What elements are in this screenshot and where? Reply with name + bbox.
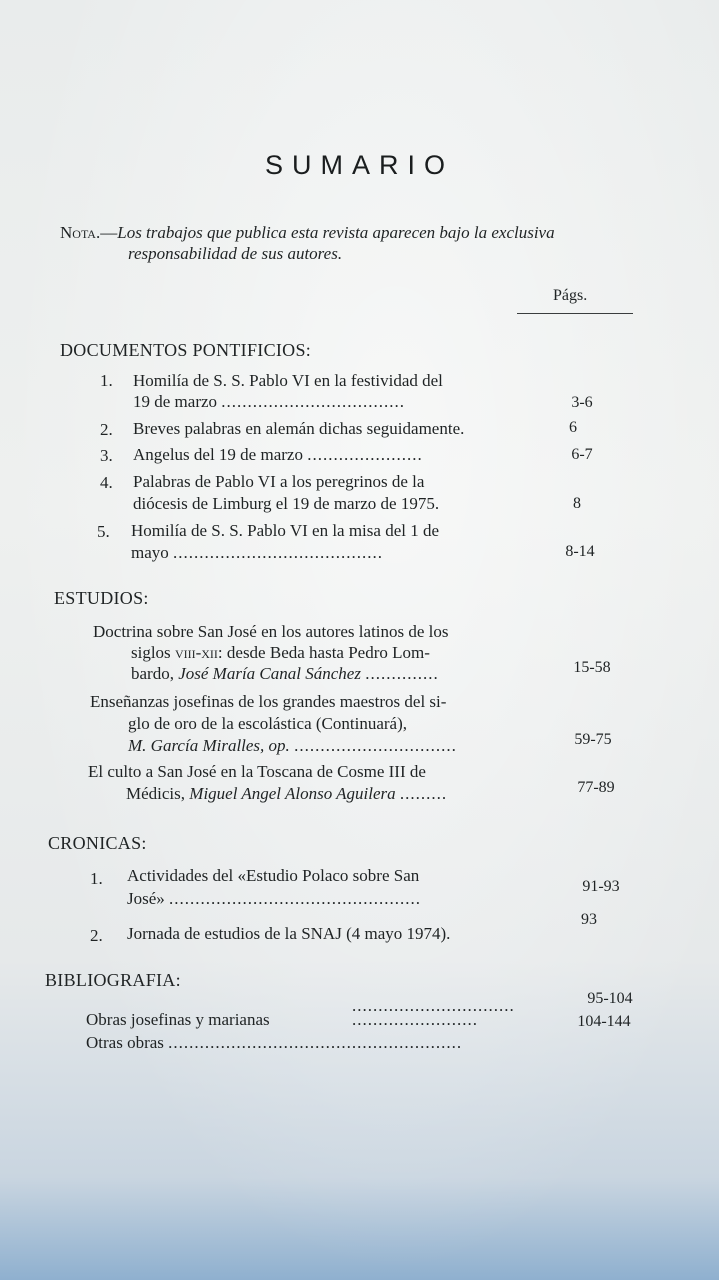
- toc-entry-line: Jornada de estudios de la SNAJ (4 mayo 1974).: [127, 924, 451, 943]
- pags-rule: [517, 313, 633, 314]
- leader-dots: ................................................: [169, 889, 422, 908]
- nota-lead: Nota.—: [60, 223, 118, 242]
- toc-entry-line: Doctrina sobre San José en los autores latinos de los: [93, 622, 449, 641]
- leader-dots: ...................................: [221, 392, 406, 411]
- leader-dots: .........: [399, 784, 448, 803]
- toc-entry-line: Médicis, Miguel Angel Alonso Aguilera .........: [126, 784, 448, 803]
- page-number: 93: [581, 911, 597, 928]
- toc-entry-line: siglos viii-xii: desde Beda hasta Pedro Lom-: [131, 643, 430, 662]
- leader-dots: ...............................: [294, 736, 457, 755]
- item-number: 1.: [100, 371, 113, 390]
- page-number: 6: [569, 419, 577, 436]
- nota-block: [60, 222, 640, 264]
- toc-entry-line: José» ................................................: [127, 889, 422, 908]
- toc-entry-line: Breves palabras en alemán dichas seguidamente.: [133, 419, 465, 438]
- toc-entry-line: Homilía de S. S. Pablo VI en la misa del 1 de: [131, 521, 440, 540]
- toc-entry-line: Palabras de Pablo VI a los peregrinos de la: [133, 472, 425, 491]
- item-number: 2.: [100, 420, 113, 439]
- nota-text-line1: Los trabajos que publica esta revista aparecen bajo la exclusiva: [117, 223, 555, 242]
- leader-dots: ........................................................: [168, 1033, 463, 1052]
- toc-entry-line: Otras obras ........................................................: [86, 1033, 463, 1052]
- toc-entry-line: Angelus del 19 de marzo ......................: [133, 445, 423, 464]
- nota-text-line2: responsabilidad de sus autores.: [128, 244, 343, 263]
- section-heading-estudios: ESTUDIOS:: [54, 588, 149, 608]
- page-number: 3-6: [571, 394, 593, 411]
- toc-entry-line: 19 de marzo ...................................: [133, 392, 406, 411]
- page-number: 91-93: [582, 878, 620, 895]
- page-number: 59-75: [574, 731, 612, 748]
- toc-entry-line: El culto a San José en la Toscana de Cosme III de: [88, 762, 426, 781]
- item-number: 4.: [100, 473, 113, 492]
- toc-entry-line: M. García Miralles, op. ...............................: [128, 736, 457, 755]
- toc-entry-line: Actividades del «Estudio Polaco sobre San: [127, 866, 420, 885]
- section-heading-bibliografia: BIBLIOGRAFIA:: [45, 970, 181, 990]
- leader-dots: ......................: [307, 445, 423, 464]
- toc-entry-line: mayo ........................................: [131, 543, 384, 562]
- item-number: 5.: [97, 522, 110, 541]
- leader-dots: ........................: [352, 1010, 478, 1029]
- toc-entry-line: Homilía de S. S. Pablo VI en la festividad del: [133, 371, 443, 390]
- pags-label: Págs.: [553, 287, 588, 304]
- toc-entry-line: glo de oro de la escolástica (Continuará),: [128, 714, 407, 733]
- leader-dots: ........................................: [173, 543, 384, 562]
- toc-entry-line: bardo, José María Canal Sánchez ..............: [131, 664, 439, 683]
- page-number: 15-58: [573, 659, 611, 676]
- page-number: 8-14: [565, 543, 595, 560]
- toc-entry-line: Enseñanzas josefinas de los grandes maestros del si-: [90, 692, 447, 711]
- toc-entry-line: Obras josefinas y marianas: [86, 1010, 270, 1029]
- leader-dots: ...............................: [352, 996, 515, 1015]
- toc-entry-line: diócesis de Limburg el 19 de marzo de 1975.: [133, 494, 440, 513]
- page-title: SUMARIO: [264, 150, 454, 180]
- page-number: 104-144: [577, 1013, 631, 1030]
- page-number: 77-89: [577, 779, 615, 796]
- page-number: 95-104: [587, 990, 633, 1007]
- item-number: 2.: [90, 926, 103, 945]
- leader-dots: ..............: [365, 664, 439, 683]
- page-number: 6-7: [571, 446, 593, 463]
- section-heading-cronicas: CRONICAS:: [48, 833, 147, 853]
- section-heading-documentos: DOCUMENTOS PONTIFICIOS:: [60, 340, 312, 360]
- item-number: 3.: [100, 446, 113, 465]
- page-number: 8: [573, 495, 581, 512]
- item-number: 1.: [90, 869, 103, 888]
